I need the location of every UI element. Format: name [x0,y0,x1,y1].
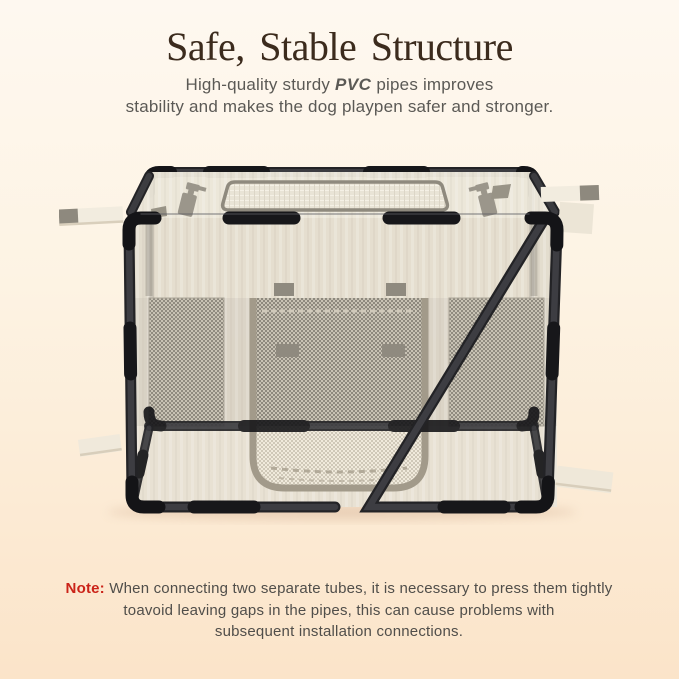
door-tab-mid-right [382,344,405,357]
subtitle-line-2: stability and makes the dog playpen safer and stronger. [125,97,554,116]
door-tab-top-right [386,283,406,296]
ground-strap-top-left [59,206,123,226]
top-mesh-window [223,182,448,210]
note-label: Note: [65,580,105,597]
note-text [39,578,639,643]
subtitle-line1-prefix: High-quality sturdy [185,75,335,94]
top-velcro-tab-right [491,184,511,199]
subtitle-line-1 [0,74,679,96]
front-mesh-window-left [149,298,224,426]
page-title: Safe, Stable Structure [166,24,513,69]
note-line-1 [39,578,639,600]
ground-strap-bottom-left [78,434,122,457]
playpen-product-image [59,150,619,525]
subtitle [0,74,679,118]
note-line1-text: When connecting two separate tubes, it is necessary to press them tightly [109,580,613,597]
ground-strap-bottom-right [555,466,613,494]
top-face [129,172,557,219]
subtitle-pvc: PVC [334,75,372,94]
door-tab-mid-left [276,344,299,357]
subtitle-line1-suffix: pipes improves [371,75,494,94]
note-line-2: toavoid leaving gaps in the pipes, this can cause problems with [123,601,555,619]
playpen-illustration [59,150,619,525]
door-tab-top-left [274,283,294,296]
note-line-3: subsequent installation connections. [214,623,464,640]
